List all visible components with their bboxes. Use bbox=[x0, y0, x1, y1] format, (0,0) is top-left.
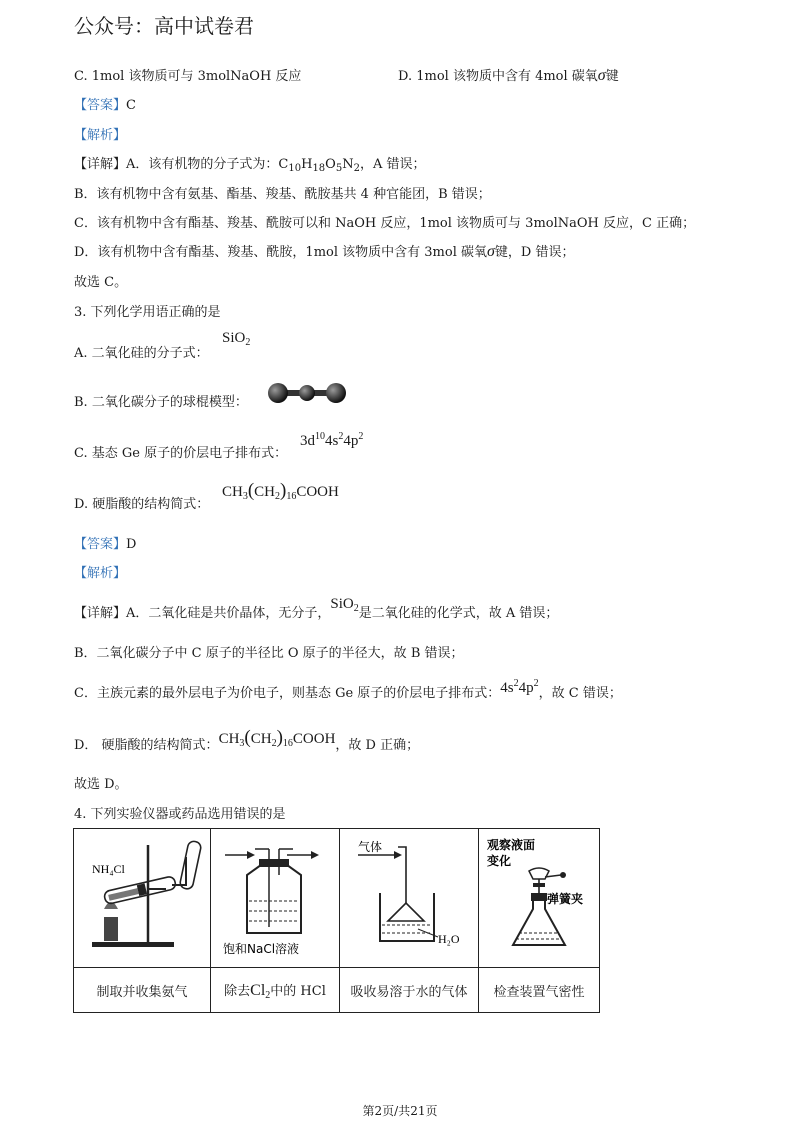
q4-experiment-table bbox=[73, 828, 600, 1013]
q2-detail-a: 【详解】A．该有机物的分子式为：$C_{10}H_{18}O_5N_2$，A 错误； bbox=[74, 157, 426, 174]
header-title: 公众号：高中试卷君 bbox=[74, 14, 254, 38]
q2-answer: 【答案】C bbox=[74, 98, 136, 113]
cell-ammonia-apparatus bbox=[74, 829, 211, 968]
q2-detail-c: C．该有机物中含有酯基、羧基、酰胺可以和 NaOH 反应，1mol 该物质可与 3molNaOH 反应，C 正确； bbox=[74, 216, 696, 231]
co2-ball-stick-model bbox=[266, 379, 348, 407]
q2-conclusion: 故选 C。 bbox=[74, 275, 128, 290]
q2-option-c: C. 1mol 该物质可与 3molNaOH 反应 bbox=[74, 69, 302, 84]
q3-answer: 【答案】D bbox=[74, 537, 137, 552]
cell-cl2-wash-bottle bbox=[211, 829, 340, 968]
airtightness-diagram bbox=[479, 829, 599, 963]
label-change: 变化 bbox=[487, 854, 512, 868]
label-saturated-nacl: 饱和NaCl溶液 bbox=[223, 942, 300, 956]
q3-option-d: D. 硬脂酸的结构简式： bbox=[74, 497, 210, 512]
q3-formula-stearic: $CH_3(CH_2)_{16}COOH$ bbox=[222, 480, 339, 502]
label-spring-clip: 弹簧夹 bbox=[547, 892, 584, 906]
q4-stem: 4. 下列实验仪器或药品选用错误的是 bbox=[74, 807, 286, 822]
caption-absorb-gas: 吸收易溶于水的气体 bbox=[340, 968, 479, 1013]
q3-analysis-label: 【解析】 bbox=[74, 566, 127, 581]
q3-detail-d: D． 硬脂酸的结构简式：$CH_3(CH_2)_{16}COOH$，故 D 正确； bbox=[74, 727, 420, 753]
label-water: H₂O bbox=[438, 932, 460, 946]
label-gas: 气体 bbox=[358, 840, 383, 854]
q3-option-a: A. 二氧化硅的分子式： bbox=[74, 346, 209, 361]
sigma-symbol: σ bbox=[487, 243, 495, 260]
caption-airtightness: 检查装置气密性 bbox=[479, 968, 600, 1013]
q3-option-c: C. 基态 Ge 原子的价层电子排布式： bbox=[74, 446, 288, 461]
q3-option-b: B. 二氧化碳分子的球棍模型： bbox=[74, 395, 248, 410]
q2-analysis-label: 【解析】 bbox=[74, 128, 127, 143]
label-observe-level: 观察液面 bbox=[487, 838, 536, 852]
sigma-symbol: σ bbox=[597, 67, 606, 84]
q3-formula-sio2: SiO$_2$ bbox=[222, 330, 251, 348]
q3-detail-a: 【详解】A．二氧化硅是共价晶体，无分子，SiO$_2$是二氧化硅的化学式，故 A 错误； bbox=[74, 596, 559, 621]
q3-conclusion: 故选 D。 bbox=[74, 777, 128, 792]
q3-detail-c: C．主族元素的最外层电子为价电子，则基态 Ge 原子的价层电子排布式：$4s^24p^2$，故 C 错误； bbox=[74, 678, 622, 701]
wash-bottle-diagram bbox=[211, 829, 339, 963]
q2-option-d: D. 1mol 该物质中含有 4mol 碳氧σ键 bbox=[398, 67, 619, 84]
q3-detail-b: B．二氧化碳分子中 C 原子的半径比 O 原子的半径大，故 B 错误； bbox=[74, 646, 464, 661]
caption-remove-hcl: 除去$Cl_2$中的 HCl bbox=[211, 968, 340, 1013]
q2-detail-b: B．该有机物中含有氨基、酯基、羧基、酰胺基共 4 种官能团，B 错误； bbox=[74, 187, 491, 202]
caption-ammonia: 制取并收集氨气 bbox=[74, 968, 211, 1013]
page-footer: 第2页/共21页 bbox=[362, 1104, 438, 1118]
cell-gas-absorption bbox=[340, 829, 479, 968]
cell-airtightness-check bbox=[479, 829, 600, 968]
q3-formula-ge-config: $3d^{10}4s^24p^2$ bbox=[300, 431, 364, 449]
q2-detail-d: D．该有机物中含有酯基、羧基、酰胺，1mol 该物质中含有 3mol 碳氧σ键，D 错误； bbox=[74, 243, 575, 260]
gas-absorption-diagram bbox=[340, 829, 478, 963]
label-nh4cl: NH₄Cl bbox=[92, 862, 125, 876]
ammonia-apparatus-diagram bbox=[74, 829, 210, 963]
q3-stem: 3. 下列化学用语正确的是 bbox=[74, 305, 221, 320]
